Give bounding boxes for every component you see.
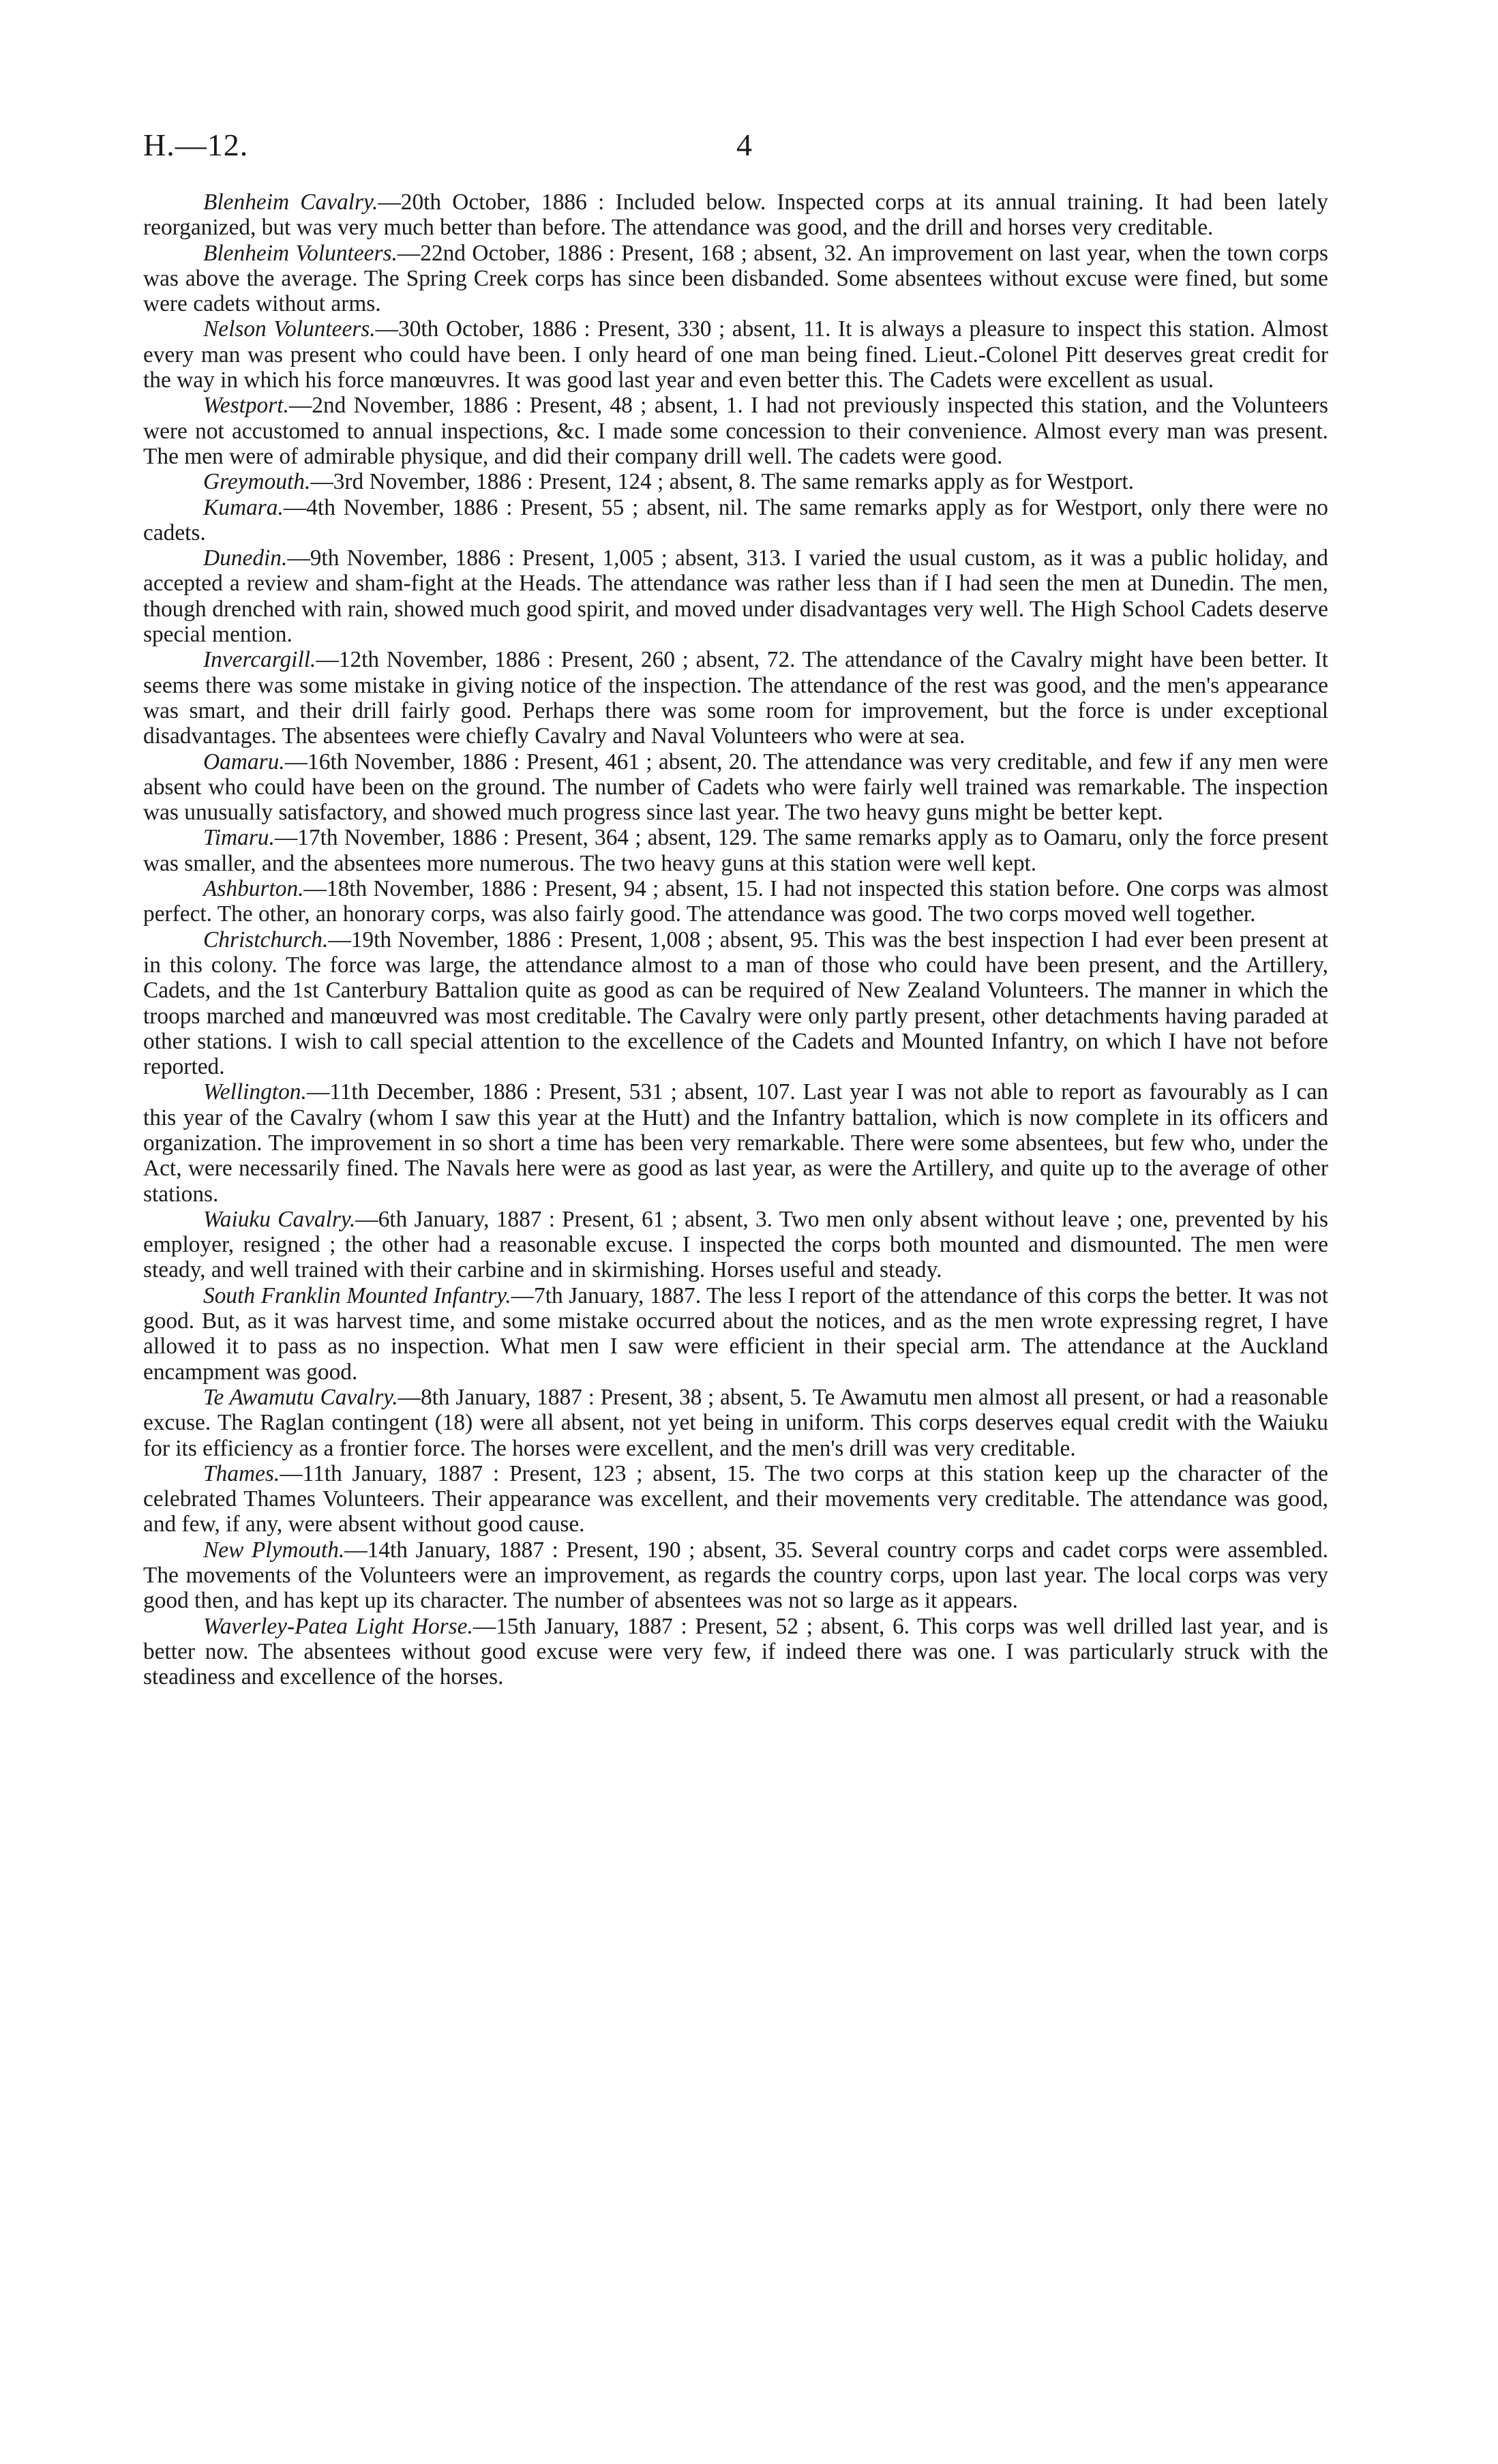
station-name: Nelson Volunteers. [203, 316, 376, 342]
inspection-entry [143, 545, 1328, 647]
entry-text: —8th January, 1887 : Present, 38 ; absent, 5. Te Awamutu men almost all present, or had a reasonable excuse. The Raglan contingent (18) were all absent, not yet being in uniform. This corps deserves equal credit with the Waiuku for its efficiency as a frontier force. The horses were excellent, and the men's drill was very creditable. [143, 1384, 1328, 1461]
station-name: New Plymouth. [203, 1537, 345, 1563]
entry-text: —19th November, 1886 : Present, 1,008 ; absent, 95. This was the best inspection I had ever been present at in this colony. The force was large, the attendance almost to a man of those who could have been present, and the Artillery, Cadets, and the 1st Canterbury Battalion quite as good as can be required of New Zealand Volunteers. The manner in which the troops marched and manœuvred was most creditable. The Cavalry were only partly present, other detachments having paraded at other stations. I wish to call special attention to the excellence of the Cadets and Mounted Infantry, on which I have not before reported. [143, 927, 1328, 1080]
station-name: Wellington. [203, 1079, 307, 1105]
station-name: Blenheim Cavalry. [203, 190, 378, 215]
inspection-entry [143, 749, 1328, 826]
report-body [143, 190, 1328, 1690]
inspection-entry [143, 1283, 1328, 1385]
entry-text: —3rd November, 1886 : Present, 124 ; absent, 8. The same remarks apply as for Westport. [310, 469, 1135, 495]
entry-text: —2nd November, 1886 : Present, 48 ; absent, 1. I had not previously inspected this station, and the Volunteers were not accustomed to annual inspections, &c. I made some concession to their convenience. Almost every man was present. The men were of admirable physique, and did their company drill well. The cadets were good. [143, 393, 1328, 469]
station-name: Waiuku Cavalry. [203, 1206, 356, 1232]
station-name: Christchurch. [203, 927, 329, 952]
station-name: Kumara. [203, 494, 284, 520]
station-name: Thames. [203, 1460, 280, 1486]
station-name: South Franklin Mounted Infantry. [203, 1282, 511, 1308]
entry-text: —9th November, 1886 : Present, 1,005 ; absent, 313. I varied the usual custom, as it was a public holiday, and accepted a review and sham-fight at the Heads. The attendance was rather less than if I had seen the men at Dunedin. The men, though drenched with rain, showed much good spirit, and moved under disadvantages very well. The High School Cadets deserve special mention. [143, 545, 1328, 648]
entry-text: —22nd October, 1886 : Present, 168 ; absent, 32. An improvement on last year, when the town corps was above the average. The Spring Creek corps has since been disbanded. Some absentees without excuse were fined, but some were cadets without arms. [143, 240, 1328, 317]
station-name: Te Awamutu Cavalry. [203, 1384, 398, 1410]
inspection-entry [143, 241, 1328, 317]
inspection-entry [143, 1385, 1328, 1461]
station-name: Ashburton. [203, 876, 304, 902]
page-number: 4 [736, 127, 752, 162]
inspection-entry [143, 1537, 1328, 1614]
inspection-entry [143, 1207, 1328, 1283]
entry-text: —14th January, 1887 : Present, 190 ; absent, 35. Several country corps and cadet corps were assembled. The movements of the Volunteers were an improvement, as regards the country corps, upon last year. The local corps was very good then, and has kept up its character. The number of absentees was not so large as it appears. [143, 1537, 1328, 1614]
station-name: Westport. [203, 393, 289, 419]
inspection-entry [143, 469, 1328, 494]
entry-text: —11th January, 1887 : Present, 123 ; absent, 15. The two corps at this station keep up the character of the celebrated Thames Volunteers. Their appearance was excellent, and their movements very creditable. The attendance was good, and few, if any, were absent without good cause. [143, 1460, 1328, 1537]
inspection-entry [143, 825, 1328, 876]
entry-text: —20th October, 1886 : Included below. Inspected corps at its annual training. It had been lately reorganized, but was very much better than before. The attendance was good, and the drill and horses very creditable. [143, 190, 1328, 241]
inspection-entry [143, 393, 1328, 469]
entry-text: —30th October, 1886 : Present, 330 ; absent, 11. It is always a pleasure to inspect this station. Almost every man was present who could have been. I only heard of one man being fined. Lieut.-Colonel Pitt deserves great credit for the way in which his force manœuvres. It was good last year and even better this. The Cadets were excellent as usual. [143, 316, 1328, 393]
report-code: H.—12. [143, 127, 249, 162]
entry-text: —11th December, 1886 : Present, 531 ; absent, 107. Last year I was not able to report as favourably as I can this year of the Cavalry (whom I saw this year at the Hutt) and the Infantry battalion, which is now complete in its officers and organization. The improvement in so short a time has been very remarkable. There were some absentees, but few who, under the Act, were necessarily fined. The Navals here were as good as last year, as were the Artillery, and quite up to the average of other stations. [143, 1079, 1328, 1207]
entry-text: —15th January, 1887 : Present, 52 ; absent, 6. This corps was well drilled last year, and is better now. The absentees without good excuse were very few, if indeed there was one. I was particularly struck with the steadiness and excellence of the horses. [143, 1613, 1328, 1690]
entry-text: —4th November, 1886 : Present, 55 ; absent, nil. The same remarks apply as for Westport, only there were no cadets. [143, 494, 1328, 545]
inspection-entry [143, 1614, 1328, 1690]
station-name: Dunedin. [203, 545, 288, 571]
inspection-entry [143, 927, 1328, 1080]
inspection-entry [143, 190, 1328, 241]
inspection-entry [143, 316, 1328, 393]
inspection-entry [143, 1079, 1328, 1206]
entry-text: —7th January, 1887. The less I report of the attendance of this corps the better. It was not good. But, as it was harvest time, and some mistake occurred about the notices, and as the men wrote expressing regret, I have allowed it to pass as no inspection. What men I saw were efficient in their special arm. The attendance at the Auckland encampment was good. [143, 1282, 1328, 1385]
entry-text: —6th January, 1887 : Present, 61 ; absent, 3. Two men only absent without leave ; one, prevented by his employer, resigned ; the other had a reasonable excuse. I inspected the corps both mounted and dismounted. The men were steady, and well trained with their carbine and in skirmishing. Horses useful and steady. [143, 1206, 1328, 1283]
station-name: Invercargill. [203, 647, 316, 673]
inspection-entry [143, 495, 1328, 546]
station-name: Oamaru. [203, 749, 285, 775]
entry-text: —17th November, 1886 : Present, 364 ; absent, 129. The same remarks apply as to Oamaru, only the force present was smaller, and the absentees more numerous. The two heavy guns at this station were well kept. [143, 825, 1328, 876]
station-name: Timaru. [203, 825, 275, 851]
inspection-entry [143, 1461, 1328, 1537]
inspection-entry [143, 647, 1328, 749]
station-name: Waverley-Patea Light Horse. [203, 1613, 473, 1639]
inspection-entry [143, 876, 1328, 927]
station-name: Blenheim Volunteers. [203, 240, 398, 266]
entry-text: —12th November, 1886 : Present, 260 ; absent, 72. The attendance of the Cavalry might have been better. It seems there was some mistake in giving notice of the inspection. The attendance of the rest was good, and the men's appearance was smart, and their drill fairly good. Perhaps there was some room for improvement, but the force is under exceptional disadvantages. The absentees were chiefly Cavalry and Naval Volunteers who were at sea. [143, 647, 1328, 749]
entry-text: —16th November, 1886 : Present, 461 ; absent, 20. The attendance was very creditable, and few if any men were absent who could have been on the ground. The number of Cadets who were fairly well trained was remarkable. The inspection was unusually satisfactory, and showed much progress since last year. The two heavy guns might be better kept. [143, 749, 1328, 826]
station-name: Greymouth. [203, 469, 311, 495]
entry-text: —18th November, 1886 : Present, 94 ; absent, 15. I had not inspected this station before. One corps was almost perfect. The other, an honorary corps, was also fairly good. The attendance was good. The two corps moved well together. [143, 876, 1328, 927]
